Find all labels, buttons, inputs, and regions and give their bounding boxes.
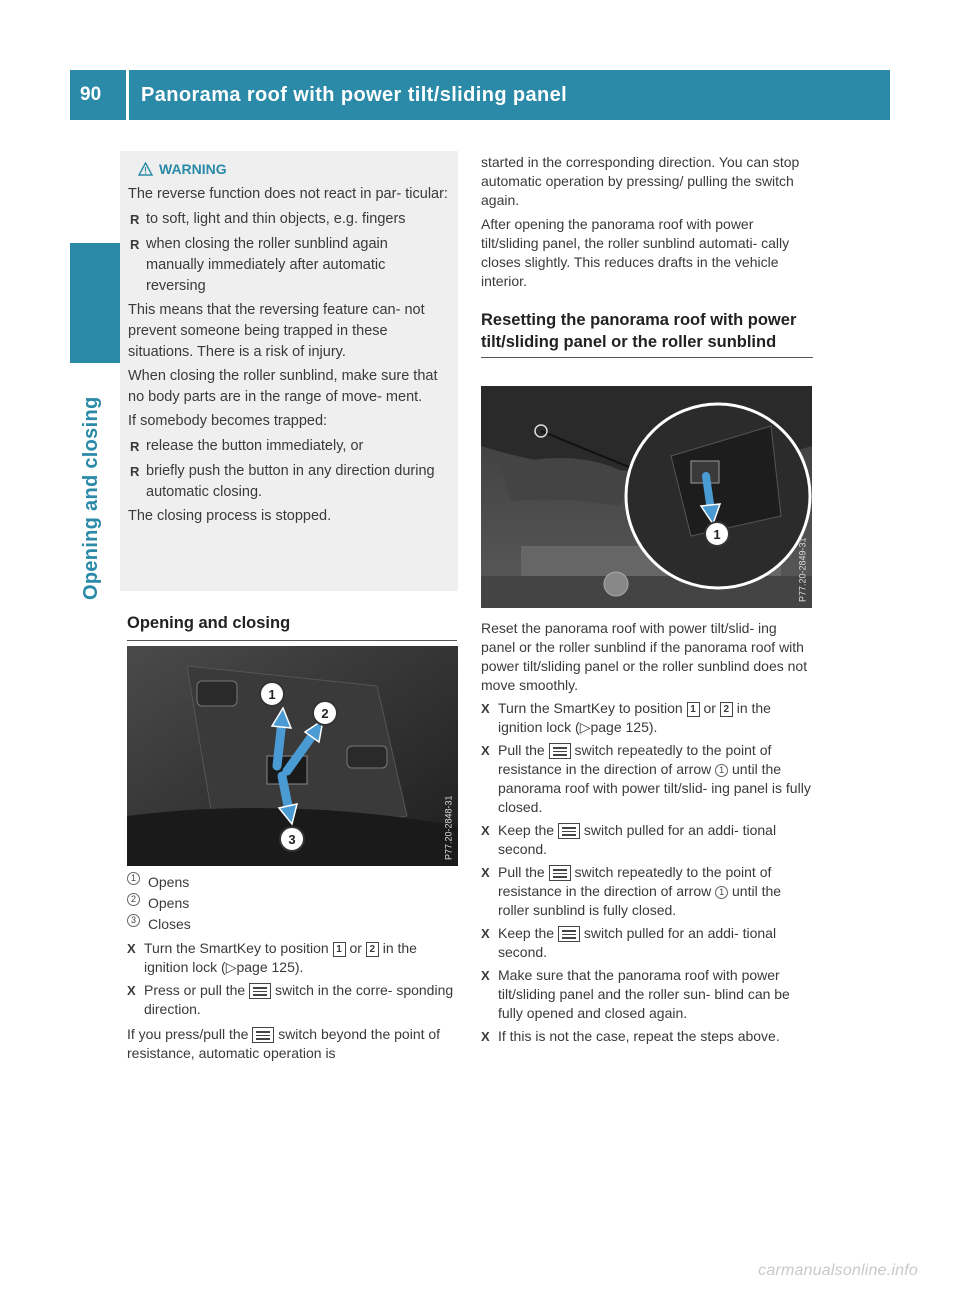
page-ref-arrow-icon: ▷ <box>225 959 237 975</box>
warning-bullet: R briefly push the button in any direction during automatic closing. <box>130 463 435 500</box>
opening-heading-block <box>127 612 457 641</box>
roof-switch-icon <box>549 743 571 759</box>
section-heading: Resetting the panorama roof with power tilt/sliding panel or the roller sunblind <box>481 311 797 351</box>
roof-switch-icon <box>549 865 571 881</box>
legend-item: 2 Opens <box>127 893 457 914</box>
instruction-step: X Pull the switch repeatedly to the point of resistance in the direction of arrow 1 until the panorama roof with power tilt/slid- ing panel is fully closed. <box>481 742 811 815</box>
heading-rule <box>127 640 457 641</box>
section-heading: Opening and closing <box>127 614 291 632</box>
warning-paragraph: This means that the reversing feature can- not prevent someone being trapped in these situations. There is a risk of injury. <box>128 302 425 360</box>
photo-code: P77.20-2848-31 <box>444 795 454 860</box>
legend-item: 1 Opens <box>127 872 457 893</box>
warning-intro: The reverse function does not react in par- ticular: <box>128 186 448 202</box>
photo-code: P77.20-2849-31 <box>798 537 808 602</box>
instruction-step: X If this is not the case, repeat the steps above. <box>481 1028 780 1044</box>
step-arrow-icon: X <box>127 941 136 956</box>
warning-triangle-icon <box>138 162 153 176</box>
watermark: carmanualsonline.info <box>758 1262 918 1279</box>
key-position-2-icon: 2 <box>720 702 733 717</box>
right-column <box>481 153 813 358</box>
reset-content <box>481 619 813 1046</box>
step-arrow-icon: X <box>481 701 490 716</box>
legend <box>127 872 457 935</box>
step-arrow-icon: X <box>127 983 136 998</box>
key-position-1-icon: 1 <box>687 702 700 717</box>
step-arrow-icon: X <box>481 1029 490 1044</box>
switch-photo-opening <box>127 646 458 866</box>
warning-bullet: R when closing the roller sunblind again manually immediately after automatic reversing <box>130 236 388 294</box>
instruction-step: X Make sure that the panorama roof with power tilt/sliding panel and the roller sun- blind can be fully opened and closed again. <box>481 967 790 1021</box>
warning-title: WARNING <box>159 160 227 177</box>
step-arrow-icon: X <box>481 865 490 880</box>
roof-switch-icon <box>252 1027 274 1043</box>
heading-rule <box>481 357 813 358</box>
arrow-1-marker: 1 <box>715 886 728 899</box>
body-paragraph: If you press/pull the switch beyond the point of resistance, automatic operation is <box>127 1026 441 1061</box>
legend-item: 3 Closes <box>127 914 457 935</box>
warning-paragraph: When closing the roller sunblind, make sure that no body parts are in the range of move- ment. <box>128 368 438 405</box>
step-arrow-icon: X <box>481 743 490 758</box>
reset-console-illustration <box>481 386 812 608</box>
instruction-step: X Turn the SmartKey to position 1 or 2 in the ignition lock (▷page 125). <box>127 940 417 975</box>
body-paragraph: After opening the panorama roof with power tilt/sliding panel, the roller sunblind automati- cally closes slightly. This reduces drafts in the vehicle interior. <box>481 216 790 289</box>
page-ref-arrow-icon: ▷ <box>579 719 591 735</box>
switch-photo-reset <box>481 386 812 608</box>
page-number: 90 <box>70 70 126 120</box>
header-divider <box>126 70 129 120</box>
page-title: Panorama roof with power tilt/sliding panel <box>141 84 568 106</box>
roof-switch-icon <box>249 983 271 999</box>
instruction-step: X Keep the switch pulled for an addi- tional second. <box>481 925 777 960</box>
body-paragraph: Reset the panorama roof with power tilt/slid- ing panel or the roller sunblind if the panorama roof with power tilt/sliding panel or the roller sunblind does not move smoothly. <box>481 620 808 693</box>
key-position-1-icon: 1 <box>333 942 346 957</box>
arrow-1-marker: 1 <box>715 764 728 777</box>
overhead-console-illustration <box>127 646 458 866</box>
callout-1: 1 <box>268 687 276 702</box>
body-paragraph: started in the corresponding direction. You can stop automatic operation by pressing/ pulling the switch again. <box>481 154 800 208</box>
warning-bullet: R release the button immediately, or <box>130 438 364 454</box>
opening-content <box>127 872 457 1063</box>
section-tab-label: Opening and closing <box>80 396 102 600</box>
roof-switch-icon <box>558 926 580 942</box>
warning-bullet: R to soft, light and thin objects, e.g. fingers <box>130 211 406 227</box>
step-arrow-icon: X <box>481 968 490 983</box>
instruction-step: X Turn the SmartKey to position 1 or 2 in the ignition lock (▷page 125). <box>481 700 771 735</box>
section-tab-marker <box>70 243 126 363</box>
instruction-step: X Pull the switch repeatedly to the point of resistance in the direction of arrow 1 until the roller sunblind is fully closed. <box>481 864 782 918</box>
instruction-step: X Keep the switch pulled for an addi- tional second. <box>481 822 777 857</box>
warning-box <box>120 151 458 591</box>
instruction-step: X Press or pull the switch in the corre- sponding direction. <box>127 982 454 1017</box>
key-position-2-icon: 2 <box>366 942 379 957</box>
callout-3: 3 <box>288 832 296 847</box>
roof-switch-icon <box>558 823 580 839</box>
callout-2: 2 <box>321 706 329 721</box>
step-arrow-icon: X <box>481 823 490 838</box>
step-arrow-icon: X <box>481 926 490 941</box>
warning-heading <box>138 157 448 181</box>
warning-paragraph: If somebody becomes trapped: <box>128 413 328 429</box>
page-header <box>70 70 890 120</box>
warning-paragraph: The closing process is stopped. <box>128 508 332 524</box>
callout-1: 1 <box>713 527 721 542</box>
